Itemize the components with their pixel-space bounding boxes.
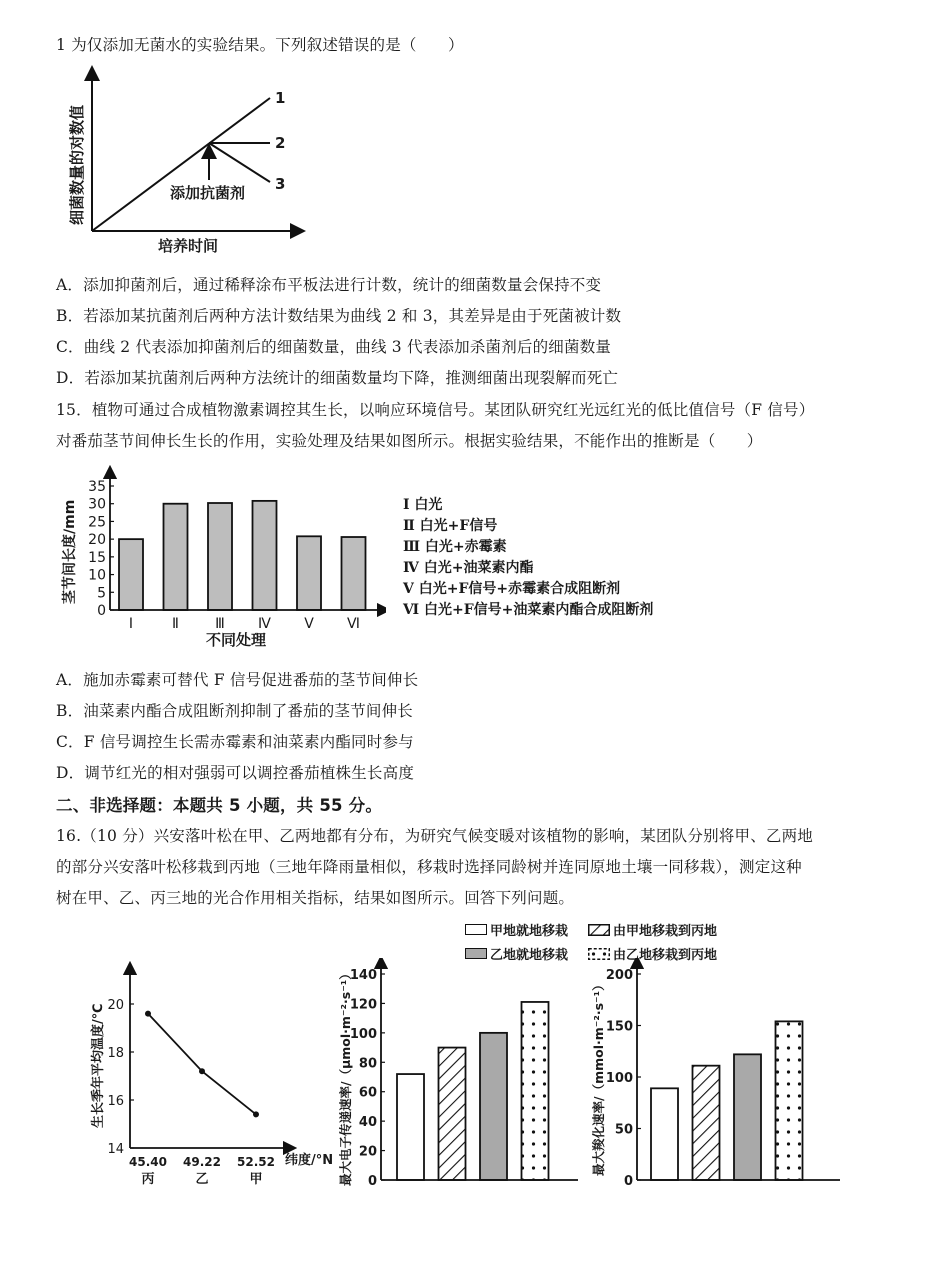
x-axis-title: 纬度/°N	[285, 1153, 334, 1168]
x-site-label: 乙	[195, 1172, 209, 1187]
y-tick-label: 60	[358, 1085, 377, 1101]
bar-Ⅴ	[297, 536, 321, 610]
q14-option-a: A．添加抑菌剂后，通过稀释涂布平板法进行计数，统计的细菌数量会保持不变	[56, 276, 602, 294]
q15-option-d: D．调节红光的相对强弱可以调控番茄植株生长高度	[56, 764, 415, 782]
legend-item: Ⅳ 白光+油菜素内酯	[403, 560, 534, 576]
x-axis-title: 不同处理	[206, 631, 267, 649]
x-tick-label: Ⅰ	[128, 616, 134, 632]
y-tick-label: 16	[107, 1094, 124, 1109]
q16-stem-line1: 16.（10 分）兴安落叶松在甲、乙两地都有分布，为研究气候变暖对该植物的影响，某团队分别将甲、乙两地	[56, 827, 814, 845]
legend-label: 甲地就地移栽	[490, 924, 569, 939]
y-axis-title: 生长季年平均温度/℃	[91, 1003, 106, 1128]
y-tick-label: 150	[605, 1019, 633, 1035]
x-tick-label: 52.52	[237, 1155, 275, 1169]
y-tick-label: 0	[97, 603, 106, 619]
q15-stem-line1: 15．植物可通过合成植物激素调控其生长，以响应环境信号。某团队研究红光远红光的低比值信号（F 信号）	[56, 401, 815, 419]
x-tick-label: 45.40	[129, 1155, 167, 1169]
legend-item-jia-local	[465, 920, 568, 939]
legend-label: 由甲地移栽到丙地	[613, 924, 718, 939]
bar-乙地就地移栽	[734, 1054, 761, 1180]
bar-乙地就地移栽	[480, 1033, 507, 1180]
y-tick-label: 15	[88, 549, 106, 566]
y-tick-label: 10	[88, 567, 106, 584]
q15-stem-line2: 对番茄茎节间伸长生长的作用，实验处理及结果如图所示。根据实验结果，不能作出的推断是（ ）	[56, 432, 763, 450]
curve-label-1: 1	[275, 89, 286, 107]
y-tick-label: 18	[107, 1046, 124, 1061]
y-tick-label: 35	[88, 479, 106, 495]
q16-stem-line3: 树在甲、乙、丙三地的光合作用相关指标，结果如图所示。回答下列问题。	[56, 889, 575, 907]
y-tick-label: 14	[107, 1142, 124, 1157]
y-tick-label: 50	[614, 1122, 633, 1138]
y-tick-label: 20	[358, 1144, 377, 1160]
y-tick-label: 20	[107, 998, 124, 1013]
x-axis-label: 培养时间	[158, 237, 219, 255]
x-site-label: 甲	[249, 1172, 263, 1187]
curve-label-3: 3	[275, 175, 286, 193]
x-tick-label: Ⅳ	[258, 616, 271, 632]
data-point-甲	[253, 1111, 259, 1117]
y-tick-label: 140	[349, 968, 377, 983]
y-tick-label: 0	[367, 1174, 377, 1189]
q16-carboxylation-bar-chart	[585, 958, 850, 1190]
x-tick-label: 49.22	[183, 1155, 221, 1169]
q14-option-b: B．若添加某抗菌剂后两种方法计数结果为曲线 2 和 3，其差异是由于死菌被计数	[56, 307, 622, 325]
y-axis-title: 最大羧化速率/（mmol·m⁻²·s⁻¹）	[591, 978, 606, 1176]
x-tick-label: Ⅲ	[215, 616, 225, 632]
legend-item: Ⅴ 白光+F信号+赤霉素合成阻断剂	[403, 581, 621, 597]
y-tick-label: 20	[88, 532, 106, 549]
bar-由甲地移栽到丙地	[693, 1066, 720, 1180]
q14-option-d: D．若添加某抗菌剂后两种方法统计的细菌数量均下降，推测细菌出现裂解而死亡	[56, 369, 619, 387]
legend-item-jia-to-bing	[588, 920, 717, 939]
x-tick-label: Ⅵ	[347, 616, 360, 632]
q15-option-b: B．油菜素内酯合成阻断剂抑制了番茄的茎节间伸长	[56, 702, 413, 720]
bar-由甲地移栽到丙地	[439, 1048, 466, 1180]
q15-bar-chart	[56, 462, 386, 657]
legend-item: Ⅰ 白光	[403, 497, 443, 513]
legend-label: 由乙地移栽到丙地	[613, 948, 718, 963]
y-axis-title: 茎节间长度/mm	[62, 499, 78, 604]
curve-3	[209, 143, 270, 182]
swatch-hatched	[588, 924, 610, 936]
q16-electron-transport-bar-chart	[330, 958, 580, 1190]
bar-甲地就地移栽	[397, 1074, 424, 1180]
y-tick-label: 5	[97, 585, 106, 602]
bar-Ⅱ	[164, 504, 188, 610]
q16-stem-line2: 的部分兴安落叶松移栽到丙地（三地年降雨量相似，移栽时选择同龄树并连同原地土壤一同移栽），测定这种	[56, 858, 802, 876]
x-tick-label: Ⅱ	[172, 616, 179, 632]
legend-item: Ⅵ 白光+F信号+油菜素内酯合成阻断剂	[403, 602, 654, 618]
y-tick-label: 30	[88, 496, 106, 513]
q14-option-c: C．曲线 2 代表添加抑菌剂后的细菌数量，曲线 3 代表添加杀菌剂后的细菌数量	[56, 338, 612, 356]
y-tick-label: 200	[605, 968, 633, 983]
bar-Ⅳ	[253, 501, 277, 610]
y-tick-label: 80	[358, 1056, 377, 1072]
bar-甲地就地移栽	[651, 1088, 678, 1180]
y-tick-label: 100	[349, 1026, 377, 1042]
y-tick-label: 0	[623, 1174, 633, 1189]
y-axis-label: 细菌数量的对数值	[68, 104, 86, 225]
swatch-white	[465, 924, 487, 935]
legend-item: Ⅲ 白光+赤霉素	[403, 539, 507, 555]
bar-Ⅲ	[208, 503, 232, 610]
data-point-乙	[199, 1068, 205, 1074]
y-tick-label: 120	[349, 997, 377, 1013]
y-axis-title: 最大电子传递速率/（μmol·m⁻²·s⁻¹）	[338, 967, 353, 1186]
temperature-series-line	[148, 1014, 256, 1115]
q15-option-a: A．施加赤霉素可替代 F 信号促进番茄的茎节间伸长	[56, 671, 419, 689]
section-heading: 二、非选择题：本题共 5 小题，共 55 分。	[56, 796, 383, 815]
bar-Ⅵ	[342, 537, 366, 610]
legend-label: 乙地就地移栽	[490, 948, 569, 963]
legend-item: Ⅱ 白光+F信号	[403, 518, 498, 534]
q15-treatment-legend	[403, 495, 653, 621]
q16-temperature-line-chart	[80, 958, 335, 1190]
y-tick-label: 100	[605, 1071, 633, 1086]
q14-stem: 1 为仅添加无菌水的实验结果。下列叙述错误的是（ ）	[56, 36, 464, 54]
y-tick-label: 40	[358, 1115, 377, 1131]
annotation-label: 添加抗菌剂	[170, 184, 246, 202]
q14-growth-curve-figure	[60, 65, 320, 260]
data-point-丙	[145, 1011, 151, 1017]
curve-label-2: 2	[275, 134, 286, 152]
x-tick-label: Ⅴ	[304, 616, 314, 632]
bar-由乙地移栽到丙地	[776, 1021, 803, 1180]
q15-option-c: C．F 信号调控生长需赤霉素和油菜素内酯同时参与	[56, 733, 414, 751]
bar-Ⅰ	[119, 539, 143, 610]
y-tick-label: 25	[88, 514, 106, 531]
x-site-label: 丙	[141, 1172, 155, 1187]
bar-由乙地移栽到丙地	[522, 1002, 549, 1180]
